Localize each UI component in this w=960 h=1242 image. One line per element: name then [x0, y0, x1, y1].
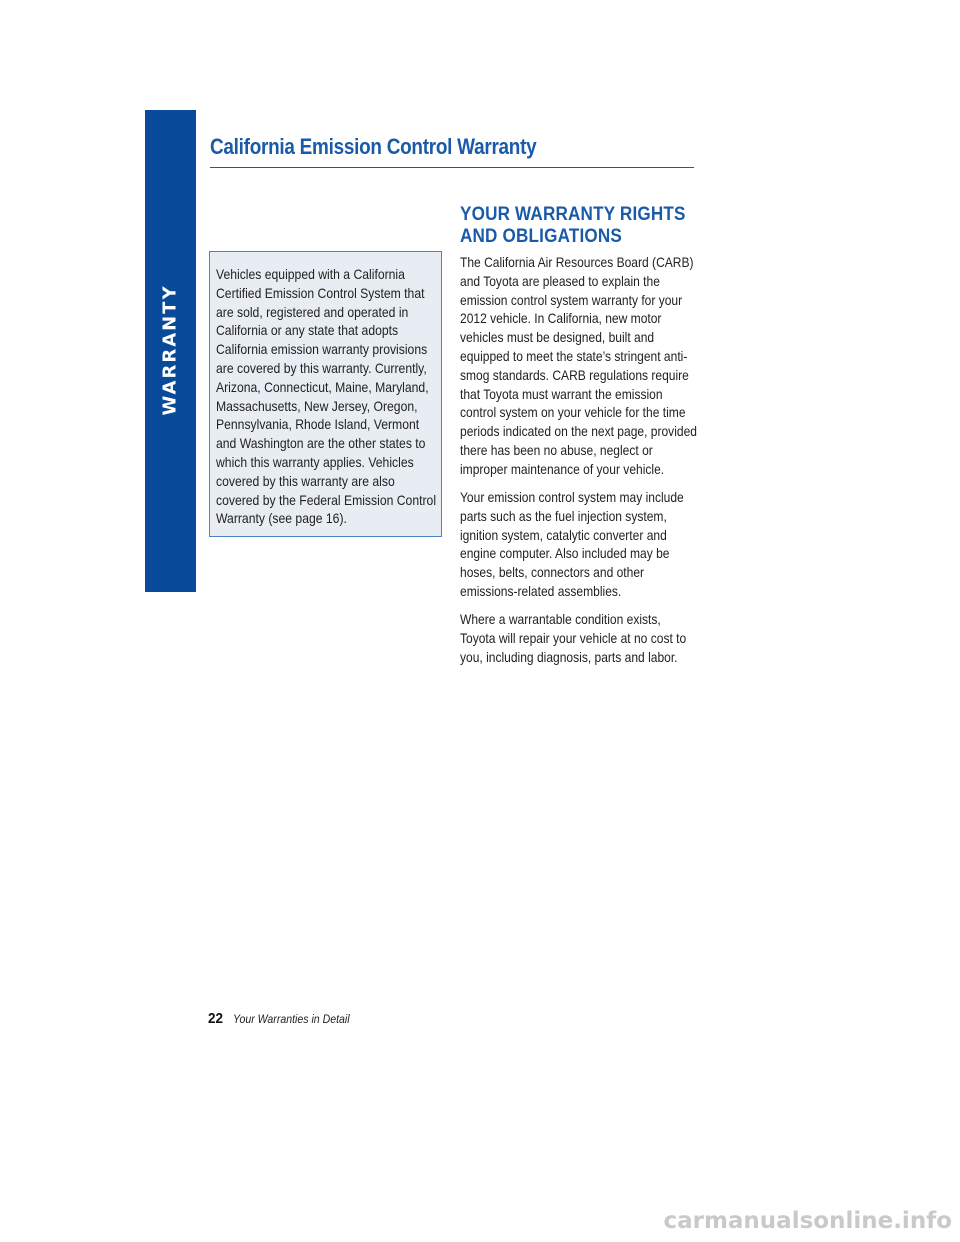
- watermark: carmanualsonline.info: [663, 1208, 952, 1234]
- page-number: 22: [208, 1010, 224, 1027]
- page-title: California Emission Control Warranty: [210, 134, 537, 159]
- callout-box: [209, 251, 442, 537]
- section-heading: YOUR WARRANTY RIGHTS AND OBLIGATIONS: [460, 204, 686, 247]
- side-tab-label: WARRANTY: [159, 284, 181, 416]
- body-paragraph: Where a warrantable condition exists, Toyota will repair your vehicle at no cost to you, including diagnosis, parts and labor.: [460, 611, 687, 665]
- body-paragraph: The California Air Resources Board (CARB) and Toyota are pleased to explain the emission control system warranty for your 2012 vehicle. In California, new motor vehicles must be designed, built and equipped to meet the state’s stringent anti-smog standards. CARB regulations require that Toyota must warrant the emission control system on your vehicle for the time periods indicated on the next page, provided there has been no abuse, neglect or improper maintenance of your vehicle.: [460, 254, 697, 477]
- callout-text: Vehicles equipped with a California Certified Emission Control System that are sold, registered and operated in California or any state that adopts California emission warranty provisions are covered by this warranty. Currently, Arizona, Connecticut, Maine, Maryland, Massachusetts, New Jersey, Oregon, Pennsylvania, Rhode Island, Vermont and Washington are the other states to which this warranty applies. Vehicles covered by this warranty are also covered by the Federal Emission Control Warranty (see page 16).: [216, 266, 437, 527]
- body-column: [460, 253, 697, 676]
- body-paragraph: Your emission control system may include parts such as the fuel injection system, ignition system, catalytic converter and engine computer. Also included may be hoses, belts, connectors and other emissions-related assemblies.: [460, 489, 684, 600]
- title-divider: [210, 167, 694, 168]
- page-footer: [208, 1010, 365, 1028]
- footer-label: Your Warranties in Detail: [232, 1012, 350, 1026]
